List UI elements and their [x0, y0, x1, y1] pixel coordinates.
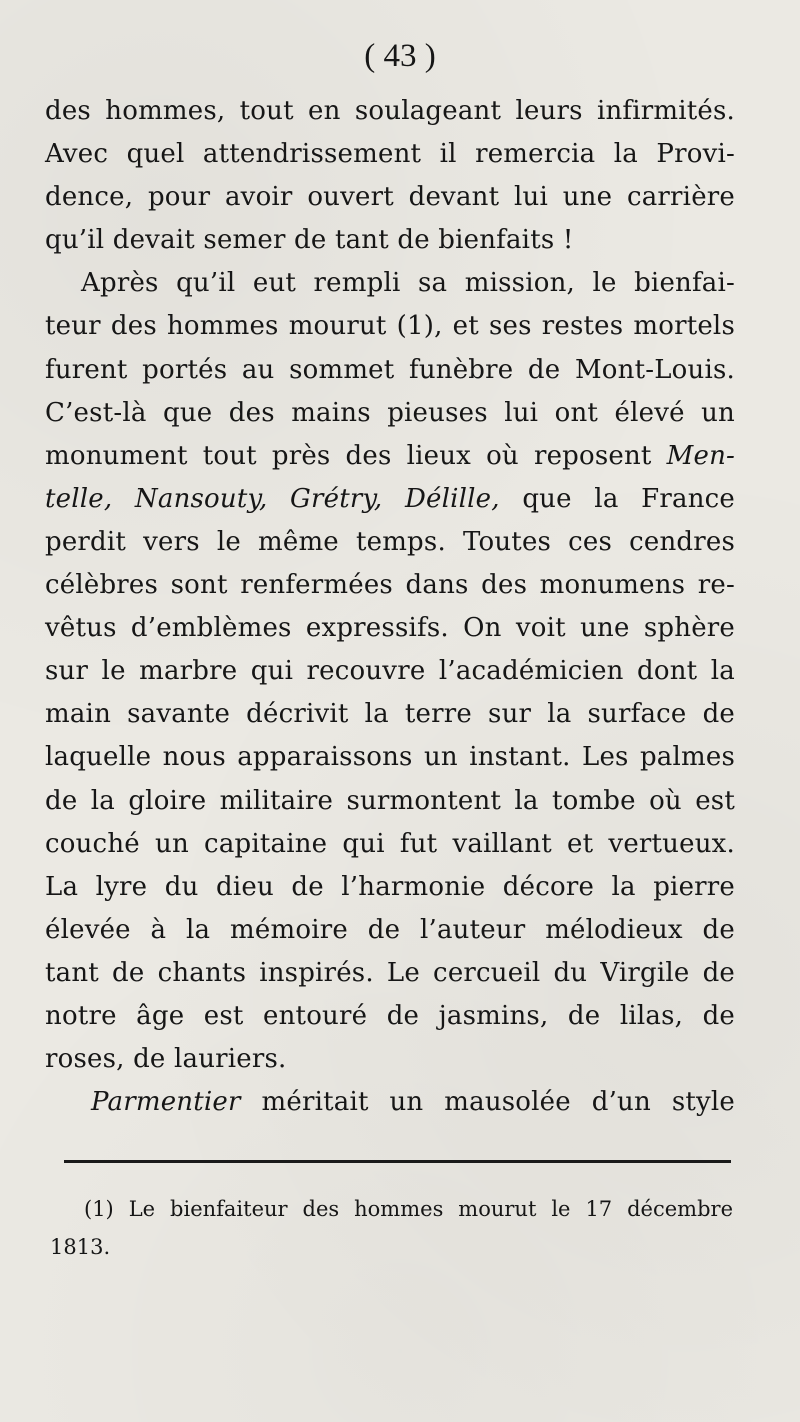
text-line: La lyre du dieu de l’harmonie décore la pierre — [45, 871, 735, 902]
text-line: dence, pour avoir ouvert devant lui une carrière — [45, 182, 735, 213]
paragraph-start-line — [45, 1081, 735, 1124]
text-segment: monument tout près des lieux où reposent — [45, 440, 667, 471]
paragraph-start-line: Après qu’il eut rempli sa mission, le bienfai- — [81, 268, 735, 299]
text-line: des hommes, tout en soulageant leurs infirmités. — [45, 96, 735, 126]
text-segment: que la France — [499, 483, 735, 514]
footnote-line: (1) Le bienfaiteur des hommes mourut le 17 décembre — [84, 1197, 733, 1221]
body-text — [45, 90, 735, 1124]
text-line: roses, de lauriers. — [45, 1044, 287, 1075]
text-line: main savante décrivit la terre sur la surface de — [45, 699, 735, 730]
text-line: de la gloire militaire surmontent la tombe où est — [45, 785, 735, 816]
text-line: vêtus d’emblèmes expressifs. On voit une sphère — [45, 613, 735, 644]
footnote-line: 1813. — [50, 1235, 111, 1259]
text-line: élevée à la mémoire de l’auteur mélodieux de — [45, 914, 735, 945]
text-segment: méritait un mausolée d’un style — [240, 1087, 735, 1118]
text-line: notre âge est entouré de jasmins, de lilas, de — [45, 1000, 735, 1031]
italic-name-segment: Men- — [666, 440, 735, 471]
text-line — [45, 435, 735, 478]
text-line: perdit vers le même temps. Toutes ces cendres — [45, 526, 735, 557]
text-line: furent portés au sommet funèbre de Mont-Louis. — [45, 354, 735, 385]
text-line: tant de chants inspirés. Le cercueil du Virgile de — [45, 957, 735, 988]
italic-name-segment: Parmentier — [91, 1087, 241, 1118]
text-line — [45, 478, 735, 521]
italic-names-segment: telle, Nansouty, Grétry, Délille, — [45, 483, 500, 514]
text-line: célèbres sont renfermées dans des monumens re- — [45, 570, 735, 601]
text-line: C’est-là que des mains pieuses lui ont élevé un — [45, 397, 735, 428]
text-line: qu’il devait semer de tant de bienfaits ! — [45, 225, 574, 256]
text-line: teur des hommes mourut (1), et ses restes mortels — [45, 311, 735, 342]
text-line: Avec quel attendrissement il remercia la Provi- — [45, 139, 735, 170]
page-number: ( 43 ) — [364, 38, 436, 74]
text-line: sur le marbre qui recouvre l’académicien dont la — [45, 656, 735, 687]
footnote-divider — [64, 1160, 731, 1163]
footnote — [50, 1190, 733, 1266]
text-line: laquelle nous apparaissons un instant. Les palmes — [45, 742, 735, 773]
text-line: couché un capitaine qui fut vaillant et vertueux. — [45, 828, 735, 859]
